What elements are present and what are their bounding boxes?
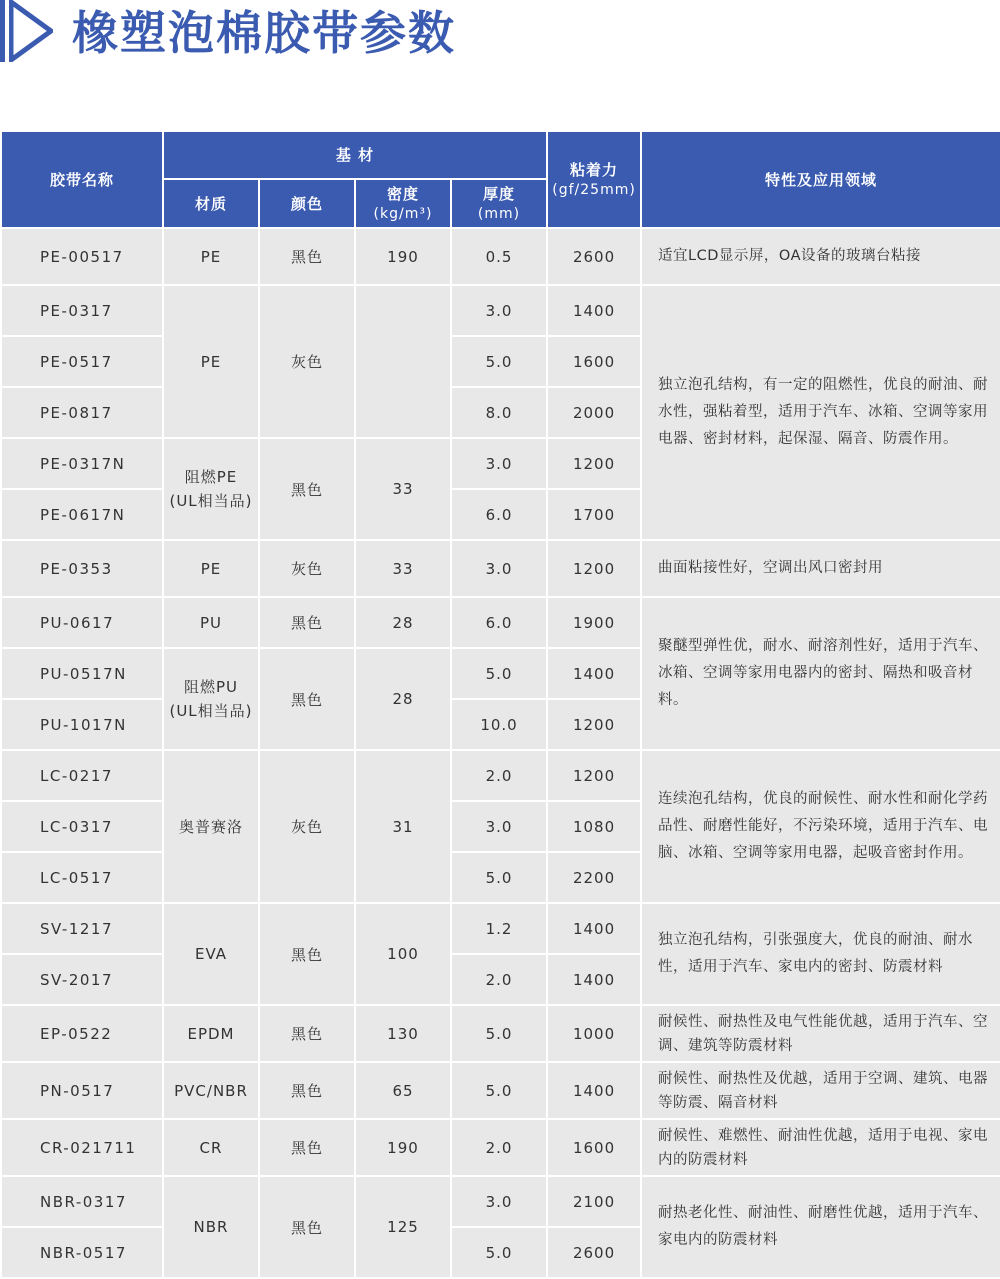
material-cell: 奥普赛洛 — [163, 750, 259, 903]
feature-cell: 耐候性、耐热性及电气性能优越，适用于汽车、空调、建筑等防震材料 — [641, 1005, 1000, 1062]
material-cell: PE — [163, 285, 259, 438]
table-row — [1, 597, 1000, 648]
table-row — [1, 1062, 1000, 1119]
density-cell: 65 — [355, 1062, 451, 1119]
color-cell: 灰色 — [259, 540, 355, 597]
thickness-cell: 6.0 — [451, 489, 547, 540]
feature-cell: 连续泡孔结构，优良的耐候性、耐水性和耐化学药品性、耐磨性能好，不污染环境，适用于汽车、电脑、冰箱、空调等家用电器，起吸音密封作用。 — [641, 750, 1000, 903]
page-title: 橡塑泡棉胶带参数 — [72, 6, 456, 60]
adhesion-cell: 1400 — [547, 903, 641, 954]
tape-name: PE-0353 — [1, 540, 163, 597]
tape-name: NBR-0517 — [1, 1227, 163, 1278]
feature-cell: 耐候性、难燃性、耐油性优越，适用于电视、家电内的防震材料 — [641, 1119, 1000, 1176]
thickness-cell: 5.0 — [451, 852, 547, 903]
adhesion-cell: 2600 — [547, 228, 641, 285]
tape-name: PE-0617N — [1, 489, 163, 540]
tape-name: PE-0317 — [1, 285, 163, 336]
tape-name: PE-00517 — [1, 228, 163, 285]
adhesion-cell: 2100 — [547, 1176, 641, 1227]
table-row — [1, 750, 1000, 801]
thickness-cell: 8.0 — [451, 387, 547, 438]
density-cell: 28 — [355, 597, 451, 648]
thickness-cell: 3.0 — [451, 801, 547, 852]
density-cell: 31 — [355, 750, 451, 903]
density-cell: 100 — [355, 903, 451, 1005]
color-cell: 灰色 — [259, 750, 355, 903]
color-cell: 黑色 — [259, 597, 355, 648]
table-row — [1, 903, 1000, 954]
material-note: (UL相当品) — [169, 702, 253, 720]
thickness-cell: 5.0 — [451, 1227, 547, 1278]
adhesion-cell: 1400 — [547, 285, 641, 336]
feature-cell: 独立泡孔结构，引张强度大，优良的耐油、耐水性，适用于汽车、家电内的密封、防震材料 — [641, 903, 1000, 1005]
tape-name: SV-1217 — [1, 903, 163, 954]
thickness-cell: 0.5 — [451, 228, 547, 285]
header-thickness-label: 厚度 — [483, 184, 516, 203]
tape-name: PN-0517 — [1, 1062, 163, 1119]
adhesion-cell: 1400 — [547, 954, 641, 1005]
play-arrow-icon — [9, 0, 53, 62]
adhesion-cell: 1200 — [547, 699, 641, 750]
header-adhesion-label: 粘着力 — [570, 160, 619, 179]
adhesion-cell: 1900 — [547, 597, 641, 648]
material-cell — [163, 438, 259, 540]
table-row — [1, 285, 1000, 336]
thickness-cell: 5.0 — [451, 336, 547, 387]
feature-cell: 适宜LCD显示屏，OA设备的玻璃台粘接 — [641, 228, 1000, 285]
color-cell: 黑色 — [259, 1119, 355, 1176]
feature-cell: 耐热老化性、耐油性、耐磨性优越，适用于汽车、家电内的防震材料 — [641, 1176, 1000, 1278]
tape-name: PE-0517 — [1, 336, 163, 387]
material-name: 阻燃PE — [184, 468, 238, 486]
header-adhesion — [547, 131, 641, 228]
tape-name: CR-021711 — [1, 1119, 163, 1176]
color-cell: 灰色 — [259, 285, 355, 438]
spec-table — [0, 130, 1000, 1279]
thickness-cell: 3.0 — [451, 540, 547, 597]
density-cell: 33 — [355, 438, 451, 540]
material-cell: PE — [163, 228, 259, 285]
header-density — [355, 179, 451, 228]
feature-cell: 聚醚型弹性优，耐水、耐溶剂性好，适用于汽车、冰箱、空调等家用电器内的密封、隔热和吸音材料。 — [641, 597, 1000, 750]
adhesion-cell: 2000 — [547, 387, 641, 438]
color-cell: 黑色 — [259, 1176, 355, 1278]
adhesion-cell: 1200 — [547, 750, 641, 801]
density-cell: 125 — [355, 1176, 451, 1278]
color-cell: 黑色 — [259, 228, 355, 285]
feature-cell: 独立泡孔结构，有一定的阻燃性，优良的耐油、耐水性，强粘着型，适用于汽车、冰箱、空调等家用电器、密封材料，起保湿、隔音、防震作用。 — [641, 285, 1000, 540]
header-thickness-unit: (mm) — [477, 205, 521, 222]
thickness-cell: 2.0 — [451, 1119, 547, 1176]
material-cell: PU — [163, 597, 259, 648]
tape-name: LC-0217 — [1, 750, 163, 801]
feature-cell: 曲面粘接性好，空调出风口密封用 — [641, 540, 1000, 597]
color-cell: 黑色 — [259, 648, 355, 750]
color-cell: 黑色 — [259, 903, 355, 1005]
tape-name: PE-0817 — [1, 387, 163, 438]
adhesion-cell: 1000 — [547, 1005, 641, 1062]
header-adhesion-unit: (gf/25mm) — [552, 181, 636, 198]
material-cell: PE — [163, 540, 259, 597]
tape-name: EP-0522 — [1, 1005, 163, 1062]
thickness-cell: 10.0 — [451, 699, 547, 750]
material-cell: PVC/NBR — [163, 1062, 259, 1119]
thickness-cell: 2.0 — [451, 750, 547, 801]
density-cell: 33 — [355, 540, 451, 597]
material-cell: EVA — [163, 903, 259, 1005]
adhesion-cell: 1400 — [547, 648, 641, 699]
title-accent-bar — [0, 0, 5, 62]
density-cell: 28 — [355, 648, 451, 750]
thickness-cell: 2.0 — [451, 954, 547, 1005]
table-row — [1, 228, 1000, 285]
material-cell: CR — [163, 1119, 259, 1176]
header-density-label: 密度 — [386, 184, 419, 203]
adhesion-cell: 1200 — [547, 540, 641, 597]
thickness-cell: 3.0 — [451, 1176, 547, 1227]
density-cell: 130 — [355, 1005, 451, 1062]
thickness-cell: 5.0 — [451, 1062, 547, 1119]
material-cell: EPDM — [163, 1005, 259, 1062]
tape-name: PE-0317N — [1, 438, 163, 489]
tape-name: NBR-0317 — [1, 1176, 163, 1227]
header-density-unit: (kg/m³) — [373, 205, 433, 222]
thickness-cell: 5.0 — [451, 1005, 547, 1062]
header-material: 材质 — [163, 179, 259, 228]
table-row — [1, 1005, 1000, 1062]
color-cell: 黑色 — [259, 1005, 355, 1062]
material-note: (UL相当品) — [169, 492, 253, 510]
density-cell: 190 — [355, 228, 451, 285]
adhesion-cell: 2600 — [547, 1227, 641, 1278]
material-name: 阻燃PU — [183, 678, 239, 696]
feature-cell: 耐候性、耐热性及优越，适用于空调、建筑、电器等防震、隔音材料 — [641, 1062, 1000, 1119]
adhesion-cell: 1400 — [547, 1062, 641, 1119]
thickness-cell: 1.2 — [451, 903, 547, 954]
density-cell: 190 — [355, 1119, 451, 1176]
adhesion-cell: 1600 — [547, 336, 641, 387]
thickness-cell: 3.0 — [451, 285, 547, 336]
page-header — [0, 0, 1000, 130]
tape-name: LC-0317 — [1, 801, 163, 852]
color-cell: 黑色 — [259, 438, 355, 540]
tape-name: PU-0617 — [1, 597, 163, 648]
table-row — [1, 540, 1000, 597]
header-color: 颜色 — [259, 179, 355, 228]
material-cell — [163, 648, 259, 750]
thickness-cell: 3.0 — [451, 438, 547, 489]
tape-name: LC-0517 — [1, 852, 163, 903]
table-row — [1, 1176, 1000, 1227]
header-features: 特性及应用领域 — [641, 131, 1000, 228]
color-cell: 黑色 — [259, 1062, 355, 1119]
header-name: 胶带名称 — [1, 131, 163, 228]
adhesion-cell: 2200 — [547, 852, 641, 903]
table-row — [1, 1119, 1000, 1176]
adhesion-cell: 1600 — [547, 1119, 641, 1176]
material-cell: NBR — [163, 1176, 259, 1278]
tape-name: PU-0517N — [1, 648, 163, 699]
adhesion-cell: 1700 — [547, 489, 641, 540]
adhesion-cell: 1080 — [547, 801, 641, 852]
header-base: 基 材 — [163, 131, 547, 179]
adhesion-cell: 1200 — [547, 438, 641, 489]
tape-name: PU-1017N — [1, 699, 163, 750]
header-thickness — [451, 179, 547, 228]
density-cell-empty — [355, 285, 451, 438]
thickness-cell: 6.0 — [451, 597, 547, 648]
thickness-cell: 5.0 — [451, 648, 547, 699]
tape-name: SV-2017 — [1, 954, 163, 1005]
